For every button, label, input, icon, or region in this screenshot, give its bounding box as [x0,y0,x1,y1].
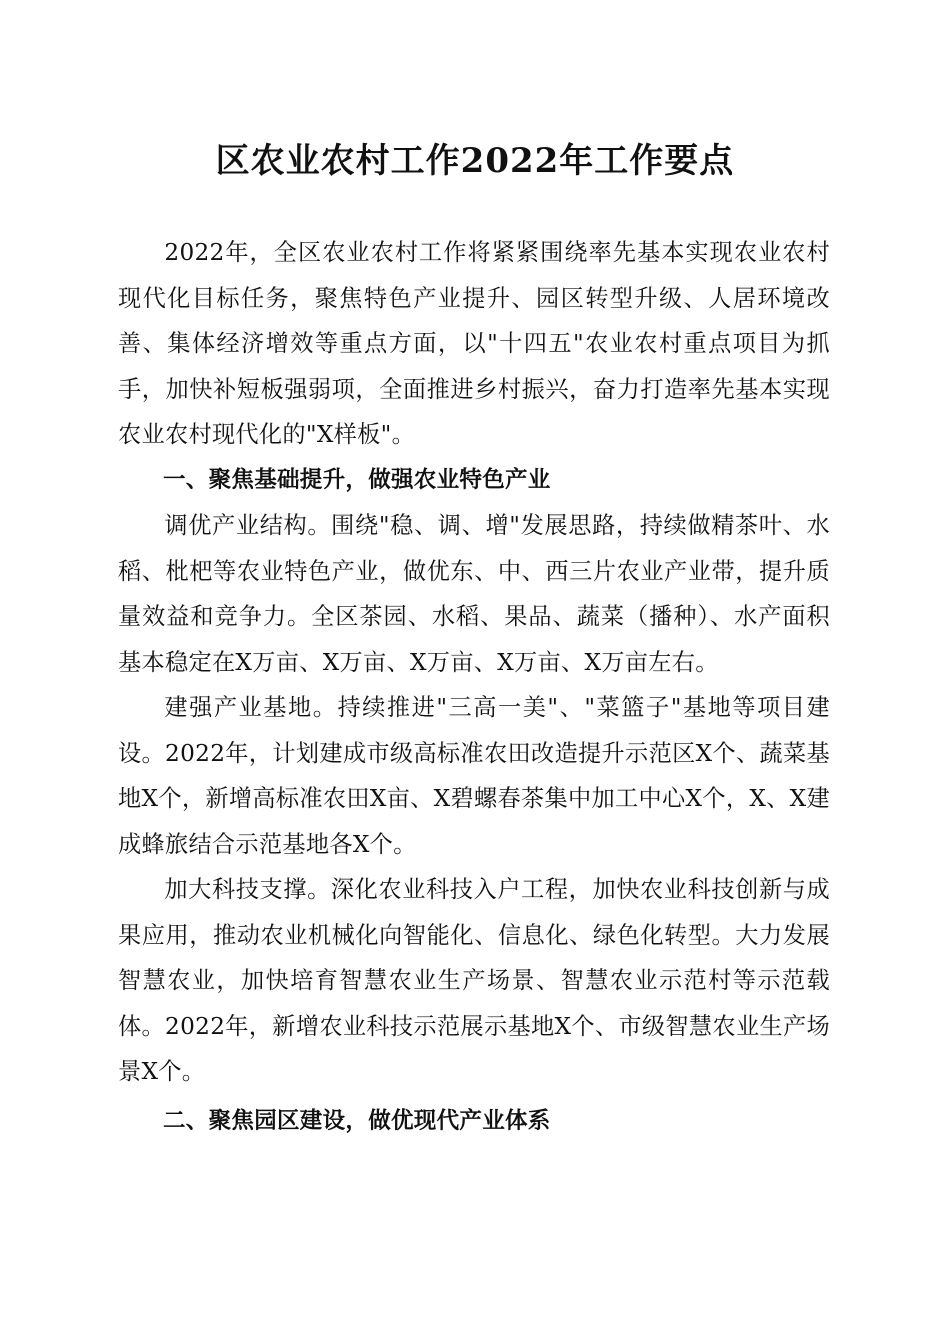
document-body [118,230,830,1144]
section-2-heading: 二、聚焦园区建设，做优现代产业体系 [163,1107,551,1134]
intro-paragraph: 2022年，全区农业农村工作将紧紧围绕率先基本实现农业农村现代化目标任务，聚焦特色产业提升、园区转型升级、人居环境改善、集体经济增效等重点方面，以"十四五"农业农村重点项目为抓手，加快补短板强弱项，全面推进乡村振兴，奋力打造率先基本实现农业农村现代化的"X样板"。 [118,239,830,448]
section-1-heading: 一、聚焦基础提升，做强农业特色产业 [163,466,551,493]
paragraph-build-bases: 建强产业基地。持续推进"三高一美"、"菜篮子"基地等项目建设。2022年，计划建成市级高标准农田改造提升示范区X个、蔬菜基地X个，新增高标准农田X亩、X碧螺春茶集中加工中心X个，X、X建成蜂旅结合示范基地各X个。 [118,694,830,858]
paragraph-tech-support: 加大科技支撑。深化农业科技入户工程，加快农业科技创新与成果应用，推动农业机械化向智能化、信息化、绿色化转型。大力发展智慧农业，加快培育智慧农业生产场景、智慧农业示范村等示范载体。2022年，新增农业科技示范展示基地X个、市级智慧农业生产场景X个。 [118,876,830,1085]
paragraph-optimize-structure: 调优产业结构。围绕"稳、调、增"发展思路，持续做精茶叶、水稻、枇杷等农业特色产业，做优东、中、西三片农业产业带，提升质量效益和竞争力。全区茶园、水稻、果品、蔬菜（播种）、水产面积基本稳定在X万亩、X万亩、X万亩、X万亩、X万亩左右。 [118,512,830,676]
document-title: 区农业农村工作2022年工作要点 [215,141,735,181]
